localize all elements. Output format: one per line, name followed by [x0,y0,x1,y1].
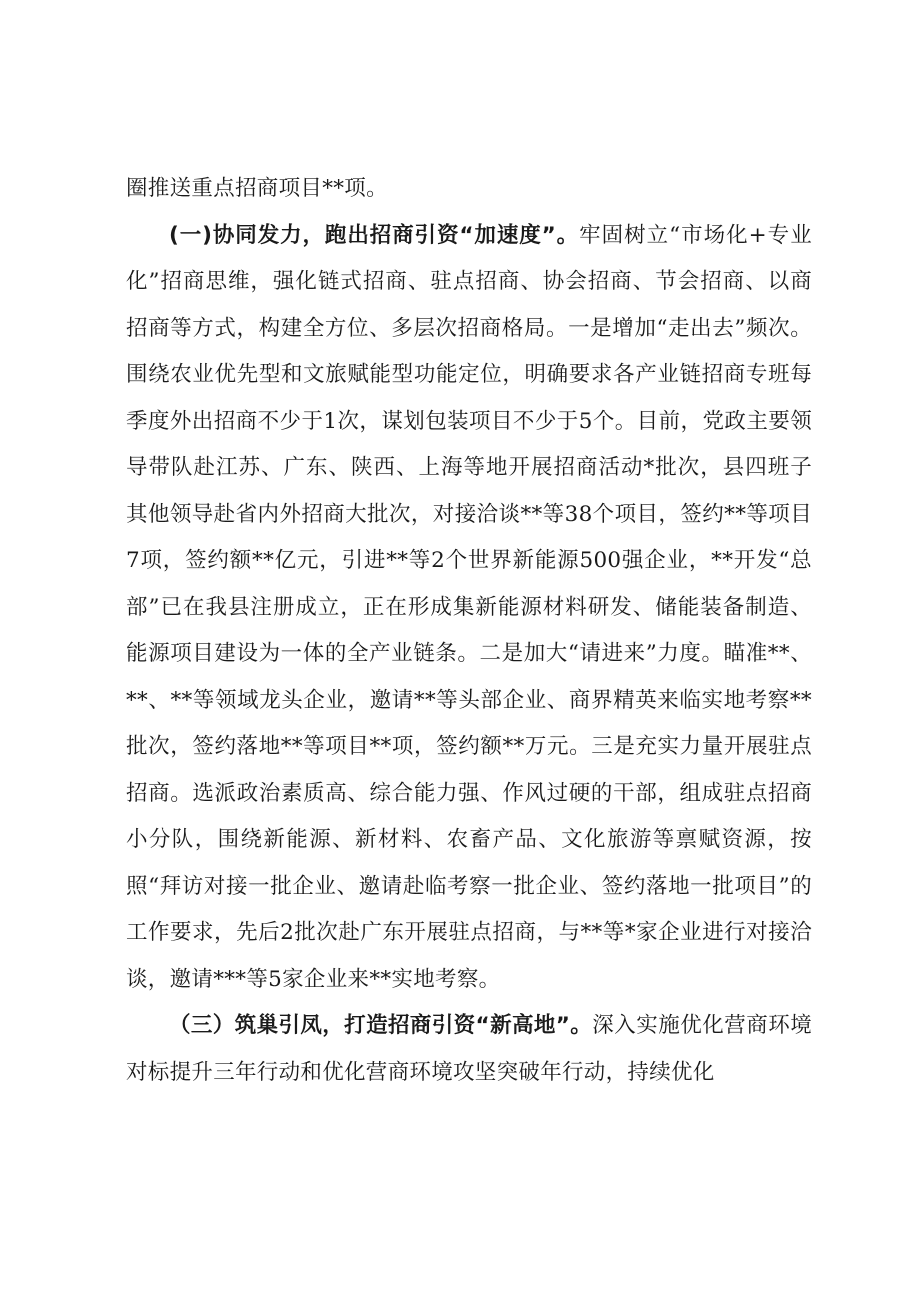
paragraph-body: 圈推送重点招商项目**项。 [126,176,388,201]
paragraph-continuation [126,166,812,213]
paragraph-body: 深入实施优化营商环境对标提升三年行动和优化营商环境攻坚突破年行动，持续优化 [126,1013,812,1085]
document-body [126,166,812,1096]
section-heading: (一)协同发力，跑出招商引资“加速度”。 [169,222,580,248]
paragraph-body: 牢固树立“市场化+专业化”招商思维，强化链式招商、驻点招商、协会招商、节会招商、以商招商等方式，构建全方位、多层次招商格局。一是增加“走出去”频次。围绕农业优先型和文旅赋能型功能定位，明确要求各产业链招商专班每季度外出招商不少于1次，谋划包装项目不少于5个。目前，党政主要领导带队赴江苏、广东、陕西、上海等地开展招商活动*批次，县四班子其他领导赴省内外招商大批次，对接洽谈**等38个项目，签约**等项目7项，签约额**亿元，引进**等2个世界新能源500强企业，**开发“总部”已在我县注册成立，正在形成集新能源材料研发、储能装备制造、能源项目建设为一体的全产业链条。二是加大“请进来”力度。瞄准**、**、**等领域龙头企业，邀请**等头部企业、商界精英来临实地考察**批次，签约落地**等项目**项，签约额**万元。三是充实力量开展驻点招商。选派政治素质高、综合能力强、作风过硬的干部，组成驻点招商小分队，围绕新能源、新材料、农畜产品、文化旅游等禀赋资源，按照“拜访对接一批企业、邀请赴临考察一批企业、签约落地一批项目”的工作要求，先后2批次赴广东开展驻点招商，与**等*家企业进行对接洽谈，邀请***等5家企业来**实地考察。 [126,222,812,992]
section-heading: （三）筑巢引凤，打造招商引资“新高地”。 [169,1013,593,1038]
paragraph-section-one [126,213,812,1004]
paragraph-section-three [126,1003,812,1096]
